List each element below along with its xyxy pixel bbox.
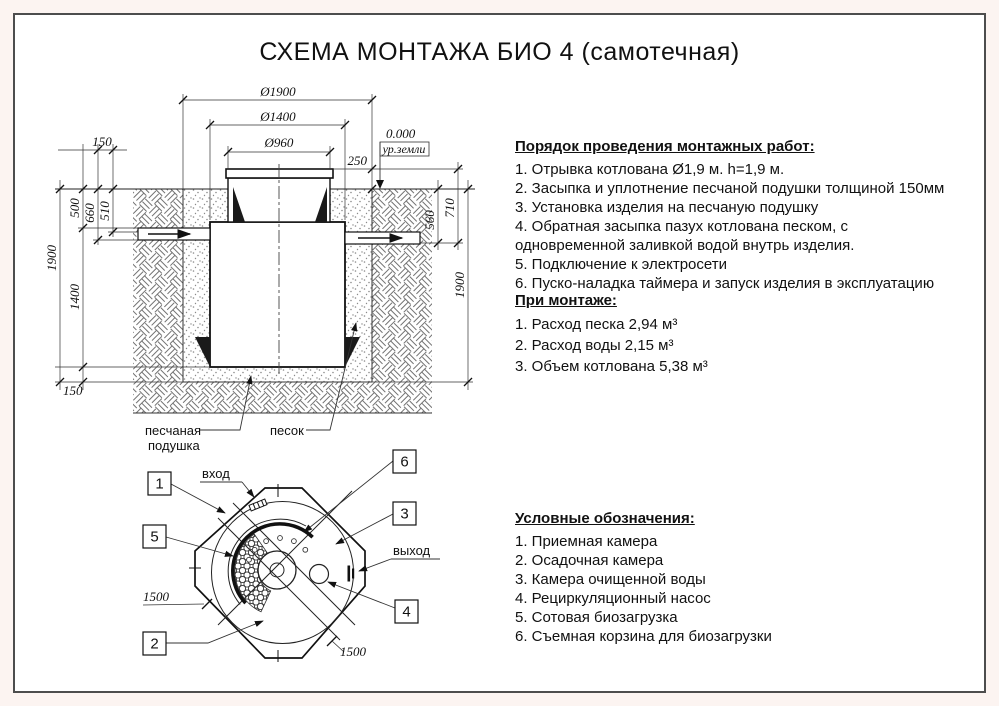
dim-1900-right: 1900 (452, 272, 467, 298)
legend-section (515, 510, 953, 646)
tank-top-outline (195, 488, 365, 658)
legend-item: 3. Камера очищенной воды (515, 571, 706, 588)
instructions-heading: Порядок проведения монтажных работ: (515, 138, 815, 155)
dim-150-top: 150 (92, 134, 112, 149)
callout-1 (148, 472, 171, 495)
dim-d1900: Ø1900 (260, 84, 296, 99)
svg-text:4: 4 (402, 603, 411, 621)
instructions-section (515, 138, 953, 293)
instruction-item: 1. Отрывка котлована Ø1,9 м. h=1,9 м. (515, 161, 785, 178)
dim-1900-left: 1900 (44, 245, 59, 271)
instruction-item: 5. Подключение к электросети (515, 256, 727, 273)
dim-500: 500 (67, 198, 82, 218)
level-arrow-icon (376, 180, 384, 189)
recirculation-pump (310, 565, 329, 584)
svg-text:1500: 1500 (143, 589, 169, 604)
montage-item: 1. Расход песка 2,94 м³ (515, 316, 678, 333)
callout-6 (393, 450, 416, 473)
montage-item: 3. Объем котлована 5,38 м³ (515, 358, 708, 375)
dim-710: 710 (442, 198, 457, 218)
cross-section-drawing (30, 80, 500, 460)
dim-560: 560 (422, 210, 437, 230)
legend-item: 4. Рециркуляционный насос (515, 590, 711, 607)
montage-section (515, 292, 953, 377)
dim-1400-left: 1400 (67, 284, 82, 310)
tank-body (210, 222, 345, 367)
instruction-item: 6. Пуско-наладка таймера и запуск изделия в эксплуатацию (515, 275, 935, 292)
svg-text:1500: 1500 (340, 644, 366, 659)
svg-text:вход: вход (202, 466, 230, 481)
dim-250: 250 (347, 153, 367, 168)
page-title: СХЕМА МОНТАЖА БИО 4 (самотечная) (259, 38, 740, 66)
top-view-drawing (130, 440, 480, 690)
svg-text:песчаная: песчаная (145, 423, 202, 438)
callout-5 (143, 525, 166, 548)
svg-text:выход: выход (393, 543, 431, 558)
inlet-label (200, 466, 254, 497)
callout-2 (143, 632, 166, 655)
instruction-item: 4. Обратная засыпка пазух котлована песком, с одновременной заливкой водой внутрь изделия. (515, 218, 855, 254)
legend-item: 6. Съемная корзина для биозагрузки (515, 628, 772, 645)
montage-heading: При монтаже: (515, 292, 617, 309)
svg-text:подушка: подушка (148, 438, 200, 453)
dim-660: 660 (82, 203, 97, 223)
dim-d1400: Ø1400 (260, 109, 296, 124)
legend-heading: Условные обозначения: (515, 510, 695, 527)
level-zero-value: 0.000 (386, 126, 416, 141)
dim-150-bottom: 150 (63, 383, 83, 398)
svg-text:песок: песок (270, 423, 304, 438)
legend-item: 5. Сотовая биозагрузка (515, 609, 678, 626)
svg-text:2: 2 (150, 635, 159, 653)
legend-item: 1. Приемная камера (515, 533, 658, 550)
instruction-item: 3. Установка изделия на песчаную подушку (515, 199, 819, 216)
callout-4 (395, 600, 418, 623)
svg-text:5: 5 (150, 528, 159, 546)
dim-1500-bottom (327, 636, 367, 659)
instruction-item: 2. Засыпка и уплотнение песчаной подушки толщиной 150мм (515, 180, 945, 197)
svg-text:3: 3 (400, 505, 409, 523)
inlet-pipe (138, 228, 210, 240)
dim-d960: Ø960 (264, 135, 294, 150)
callout-3 (393, 502, 416, 525)
svg-text:6: 6 (400, 453, 409, 471)
ground-level-mark (376, 126, 429, 189)
outlet-label (359, 543, 440, 571)
dim-510: 510 (97, 201, 112, 221)
svg-text:1: 1 (155, 475, 164, 493)
montage-item: 2. Расход воды 2,15 м³ (515, 337, 674, 354)
outlet-pipe (345, 232, 420, 244)
tank-lid (226, 169, 333, 178)
legend-item: 2. Осадочная камера (515, 552, 664, 569)
level-ground-label: ур.земли (382, 142, 426, 156)
